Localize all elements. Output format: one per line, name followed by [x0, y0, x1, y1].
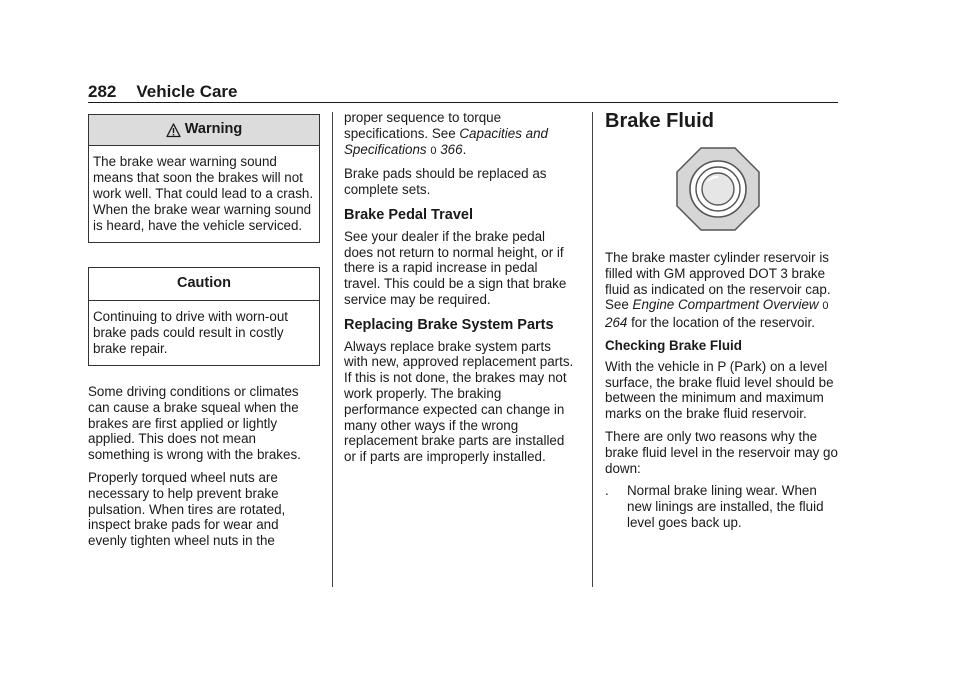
column-divider-1	[332, 112, 333, 587]
page-reference[interactable]: 264	[605, 315, 628, 331]
warning-title: Warning	[184, 121, 243, 138]
section-heading: Brake Pedal Travel	[344, 206, 473, 223]
cross-reference-link[interactable]: Capacities and Specifications	[344, 125, 548, 157]
paragraph: Properly torqued wheel nuts are necessary to help prevent brake pulsation. When tires are rotated, inspect brake pads for wear and evenly tighten wheel nuts in the	[88, 469, 286, 549]
page-number: 282	[88, 82, 117, 101]
paragraph	[344, 110, 576, 159]
paragraph: Some driving conditions or climates can cause a brake squeal when the brakes are first applied or lightly applied. This does not mean something is wrong with the brakes.	[88, 384, 301, 463]
warning-body: The brake wear warning sound means that soon the brakes will not work well. That could lead to a crash. When the brake wear warning sound is heard, have the vehicle serviced.	[93, 154, 314, 233]
paragraph: There are only two reasons why the brake fluid level in the reservoir may go down:	[605, 428, 838, 476]
page-header	[88, 82, 238, 102]
page-ref-arrow: 0	[430, 144, 437, 157]
caution-title: Caution	[89, 268, 319, 301]
paragraph-text: .	[462, 141, 467, 157]
paragraph-text: proper sequence to torque specifications. See	[344, 110, 502, 141]
brake-fluid-cap-icon	[595, 146, 840, 232]
header-rule	[88, 102, 838, 103]
paragraph-text: for the location of the reservoir.	[627, 315, 815, 331]
column-2	[344, 110, 576, 472]
paragraph: Always replace brake system parts with new, approved replacement parts. If this is not done, the brakes may not work properly. The braking performance expected can change in many other ways if the wrong replacement brake parts are installed or if parts are improperly installed.	[344, 338, 574, 465]
column-1	[88, 114, 320, 556]
caution-box	[88, 267, 320, 366]
paragraph: With the vehicle in P (Park) on a level surface, the brake fluid level should be between the minimum and maximum marks on the brake fluid reservoir.	[605, 358, 834, 422]
bullet-marker: .	[605, 483, 609, 499]
paragraph	[605, 250, 840, 331]
main-heading: Brake Fluid	[605, 110, 714, 132]
warning-box	[88, 114, 320, 243]
warning-icon	[166, 123, 181, 138]
paragraph: See your dealer if the brake pedal does not return to normal height, or if there is a rapid increase in pedal travel. This could be a sign that brake service may be required.	[344, 228, 567, 307]
column-3	[605, 110, 840, 531]
cross-reference-link[interactable]: Engine Compartment Overview	[632, 297, 819, 313]
caution-body: Continuing to drive with worn-out brake pads could result in costly brake repair.	[93, 309, 289, 356]
sub-heading: Checking Brake Fluid	[605, 337, 742, 353]
paragraph-text: The brake master cylinder reservoir is filled with GM approved DOT 3 brake fluid as indicated on the reservoir cap. See	[605, 250, 831, 313]
bullet-text: Normal brake lining wear. When new linings are installed, the fluid level goes back up.	[627, 483, 824, 530]
column-divider-2	[592, 112, 593, 587]
warning-title-bar	[89, 115, 319, 146]
bullet-item	[605, 483, 840, 530]
page-ref-arrow: 0	[822, 300, 829, 313]
page-reference[interactable]: 366	[440, 141, 463, 157]
section-title: Vehicle Care	[136, 82, 238, 101]
paragraph: Brake pads should be replaced as complete sets.	[344, 166, 547, 198]
section-heading: Replacing Brake System Parts	[344, 316, 554, 333]
